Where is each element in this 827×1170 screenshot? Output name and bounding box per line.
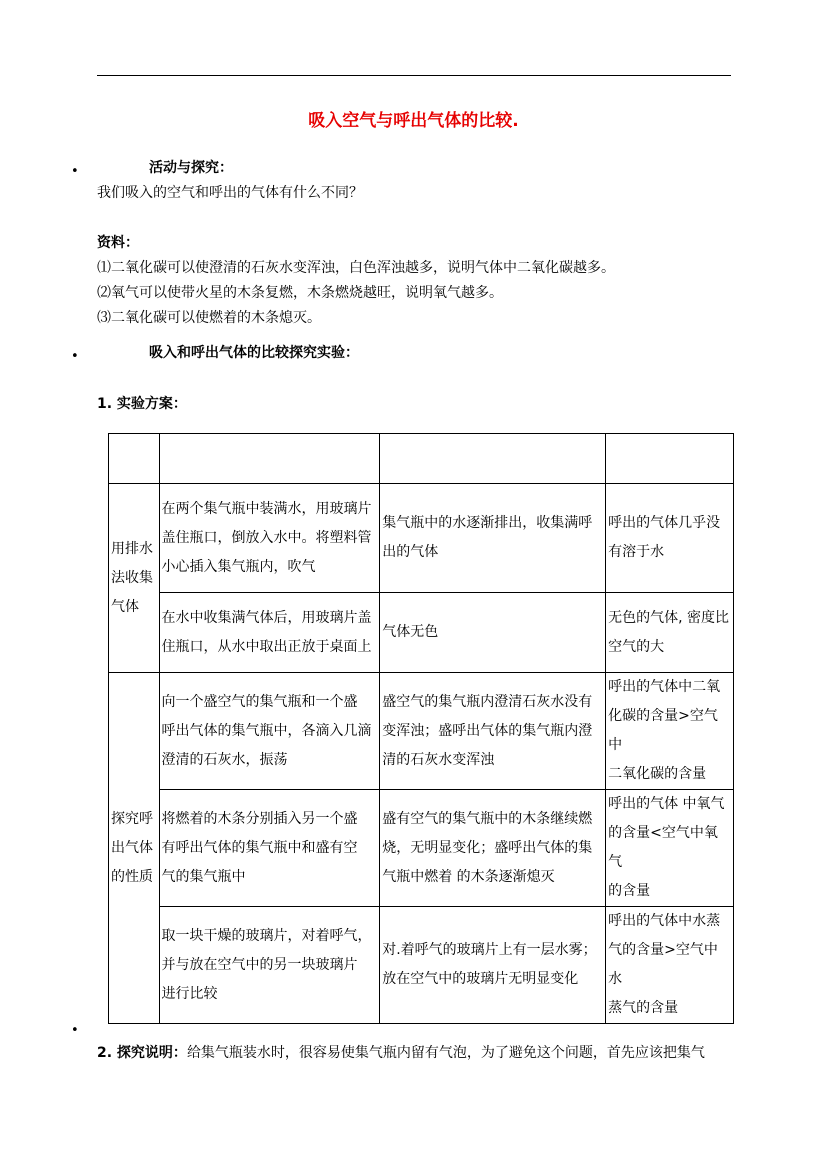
materials-label: 资料：	[97, 235, 139, 251]
section-heading-activity: 活动与探究：	[149, 160, 233, 176]
conclusion-cell: 呼出的气体 中氧气 的含量<空气中氧气 的含量	[606, 790, 734, 907]
phenomenon-cell: 气体无色	[380, 593, 606, 673]
table-header-cell	[109, 434, 160, 484]
table-header-cell	[380, 434, 606, 484]
conclusion-cell: 呼出的气体几乎没 有溶于水	[606, 484, 734, 593]
table-header-cell	[606, 434, 734, 484]
explanation-label: 2. 探究说明：	[97, 1045, 187, 1061]
page-title: 吸入空气与呼出气体的比较.	[308, 111, 519, 131]
phenomenon-cell: 集气瓶中的水逐渐排出，收集满呼 出的气体	[380, 484, 606, 593]
phenomenon-cell: 盛有空气的集气瓶中的木条继续燃 烧，无明显变化；盛呼出气体的集 气瓶中燃着 的木条逐渐熄灭	[380, 790, 606, 907]
question-text: 我们吸入的空气和呼出的气体有什么不同？	[97, 185, 363, 201]
bullet-marker: •	[71, 1023, 79, 1038]
table-header-row	[109, 434, 734, 484]
group-name-cell: 用排水 法收集 气体	[109, 484, 160, 673]
plan-label: 1. 实验方案：	[97, 396, 187, 412]
table-row	[109, 593, 734, 673]
conclusion-cell: 无色的气体, 密度比 空气的大	[606, 593, 734, 673]
operation-cell: 在水中收集满气体后，用玻璃片盖 住瓶口，从水中取出正放于桌面上	[159, 593, 380, 673]
phenomenon-cell: 对.着呼气的玻璃片上有一层水雾； 放在空气中的玻璃片无明显变化	[380, 907, 606, 1024]
table-row	[109, 907, 734, 1024]
group-name-cell: 探究呼 出气体 的性质	[109, 673, 160, 1024]
table-row	[109, 790, 734, 907]
experiment-table	[108, 433, 734, 1024]
section-heading-experiment: 吸入和呼出气体的比较探究实验：	[149, 345, 359, 361]
explanation-paragraph	[97, 1043, 705, 1063]
operation-cell: 取一块干燥的玻璃片，对着呼气， 并与放在空气中的另一块玻璃片 进行比较	[159, 907, 380, 1024]
operation-cell: 在两个集气瓶中装满水，用玻璃片 盖住瓶口，倒放入水中。将塑料管 小心插入集气瓶内，吹气	[159, 484, 380, 593]
table-row	[109, 673, 734, 790]
material-item: ⑶二氧化碳可以使燃着的木条熄灭。	[97, 310, 321, 326]
explanation-text: 给集气瓶装水时，很容易使集气瓶内留有气泡，为了避免这个问题，首先应该把集气	[186, 1045, 705, 1061]
bullet-marker: •	[71, 349, 79, 364]
conclusion-cell: 呼出的气体中二氧 化碳的含量>空气中 二氧化碳的含量	[606, 673, 734, 790]
table-header-cell	[159, 434, 380, 484]
material-item: ⑵氧气可以使带火星的木条复燃，木条燃烧越旺，说明氧气越多。	[97, 285, 503, 301]
bullet-marker: •	[71, 164, 79, 179]
material-item: ⑴二氧化碳可以使澄清的石灰水变浑浊，白色浑浊越多，说明气体中二氧化碳越多。	[97, 260, 615, 276]
operation-cell: 向一个盛空气的集气瓶和一个盛 呼出气体的集气瓶中，各滴入几滴 澄清的石灰水，振荡	[159, 673, 380, 790]
conclusion-cell: 呼出的气体中水蒸 气的含量>空气中水 蒸气的含量	[606, 907, 734, 1024]
phenomenon-cell: 盛空气的集气瓶内澄清石灰水没有 变浑浊；盛呼出气体的集气瓶内澄 清的石灰水变浑浊	[380, 673, 606, 790]
operation-cell: 将燃着的木条分别插入另一个盛 有呼出气体的集气瓶中和盛有空 气的集气瓶中	[159, 790, 380, 907]
header-rule	[97, 75, 731, 76]
table-row	[109, 484, 734, 593]
